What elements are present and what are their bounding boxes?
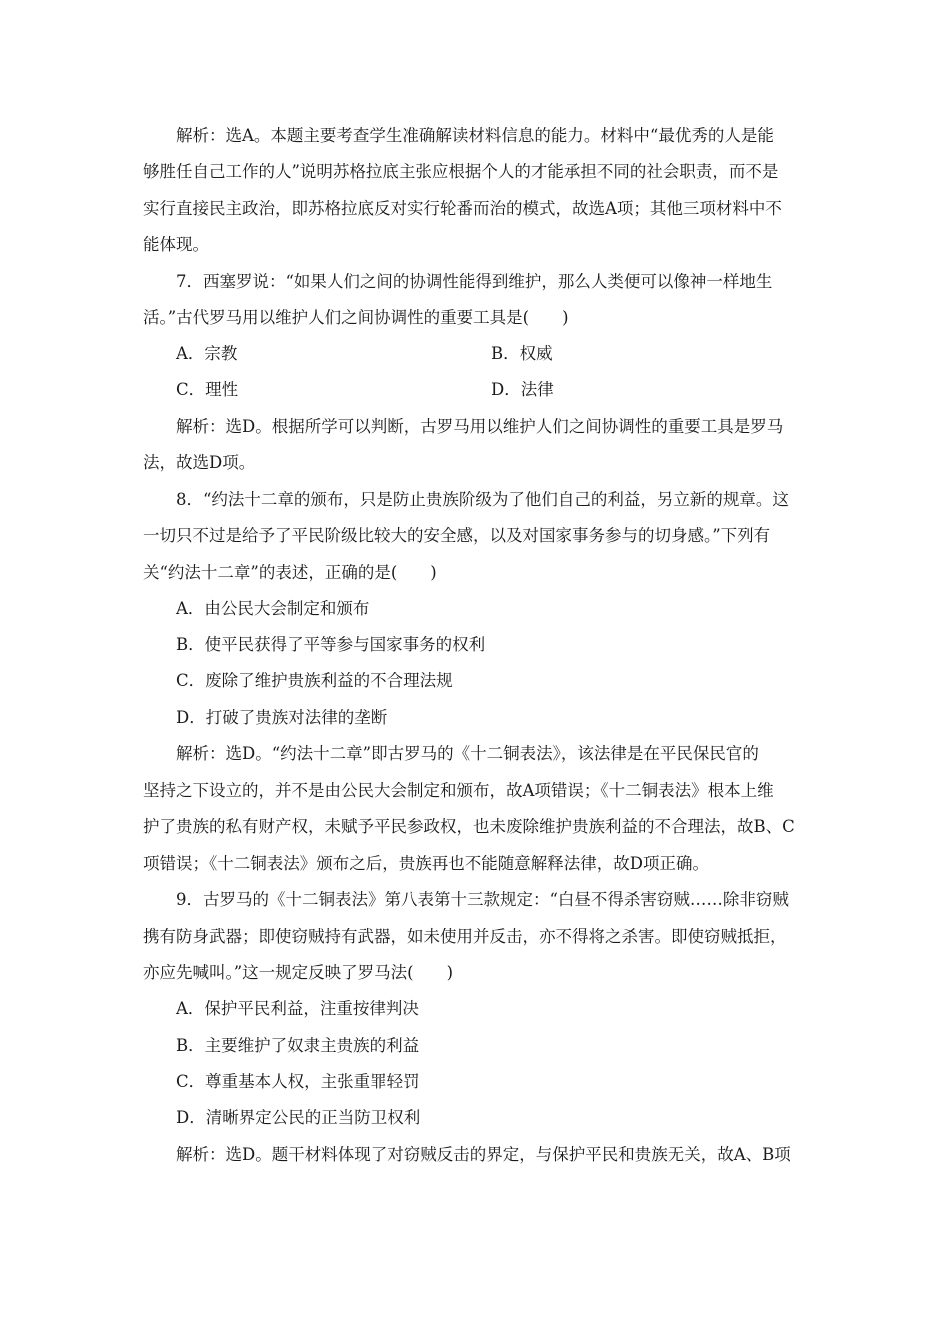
q7-option-c: C．理性 (176, 380, 239, 399)
q8-option-c: C．废除了维护贵族利益的不合理法规 (176, 671, 453, 690)
q8-stem-line-1: 8．“约法十二章的颁布，只是防止贵族阶级为了他们自己的利益，另立新的规章。这 (176, 490, 789, 509)
q7-analysis-line-2: 法，故选D项。 (143, 453, 256, 472)
q7-option-b: B．权威 (491, 344, 553, 363)
q8-stem-line-2: 一切只不过是给予了平民阶级比较大的安全感，以及对国家事务参与的切身感。”下列有 (143, 526, 771, 545)
q9-option-a: A．保护平民利益，注重按律判决 (176, 999, 419, 1018)
q7-option-a: A．宗教 (176, 344, 238, 363)
q6-analysis-line-2: 够胜任自己工作的人”说明苏格拉底主张应根据个人的才能承担不同的社会职责，而不是 (143, 162, 779, 181)
q9-option-d: D．清晰界定公民的正当防卫权利 (176, 1108, 421, 1127)
q7-stem-line-2: 活。”古代罗马用以维护人们之间协调性的重要工具是( ) (143, 308, 569, 327)
q9-stem-line-3: 亦应先喊叫。”这一规定反映了罗马法( ) (143, 963, 454, 982)
q7-stem-line-1: 7．西塞罗说：“如果人们之间的协调性能得到维护，那么人类便可以像神一样地生 (176, 272, 773, 291)
q8-analysis-line-4: 项错误；《十二铜表法》颁布之后，贵族再也不能随意解释法律，故D项正确。 (143, 854, 709, 873)
q6-analysis-line-3: 实行直接民主政治，即苏格拉底反对实行轮番而治的模式，故选A项；其他三项材料中不 (143, 199, 782, 218)
q8-option-a: A．由公民大会制定和颁布 (176, 599, 370, 618)
q6-analysis-line-4: 能体现。 (143, 235, 209, 254)
q8-analysis-line-2: 坚持之下设立的，并不是由公民大会制定和颁布，故A项错误；《十二铜表法》根本上维 (143, 781, 774, 800)
q9-stem-line-1: 9．古罗马的《十二铜表法》第八表第十三款规定：“白昼不得杀害窃贼……除非窃贼 (176, 890, 789, 909)
q7-analysis-line-1: 解析：选D。根据所学可以判断，古罗马用以维护人们之间协调性的重要工具是罗马 (176, 417, 784, 436)
q9-option-b: B．主要维护了奴隶主贵族的利益 (176, 1036, 420, 1055)
q8-analysis-line-3: 护了贵族的私有财产权，未赋予平民参政权，也未废除维护贵族利益的不合理法，故B、C (143, 817, 795, 836)
q8-analysis-line-1: 解析：选D。“约法十二章”即古罗马的《十二铜表法》，该法律是在平民保民官的 (176, 744, 759, 763)
q9-analysis-line-1: 解析：选D。题干材料体现了对窃贼反击的界定，与保护平民和贵族无关，故A、B项 (176, 1145, 791, 1164)
q9-stem-line-2: 携有防身武器；即使窃贼持有武器，如未使用并反击，亦不得将之杀害。即使窃贼抵拒， (143, 927, 787, 946)
q6-analysis-line-1: 解析：选A。本题主要考查学生准确解读材料信息的能力。材料中“最优秀的人是能 (176, 126, 774, 145)
q8-option-b: B．使平民获得了平等参与国家事务的权利 (176, 635, 486, 654)
q9-option-c: C．尊重基本人权，主张重罪轻罚 (176, 1072, 420, 1091)
q8-stem-line-3: 关“约法十二章”的表述，正确的是( ) (143, 563, 437, 582)
q8-option-d: D．打破了贵族对法律的垄断 (176, 708, 388, 727)
q7-option-d: D．法律 (491, 380, 554, 399)
